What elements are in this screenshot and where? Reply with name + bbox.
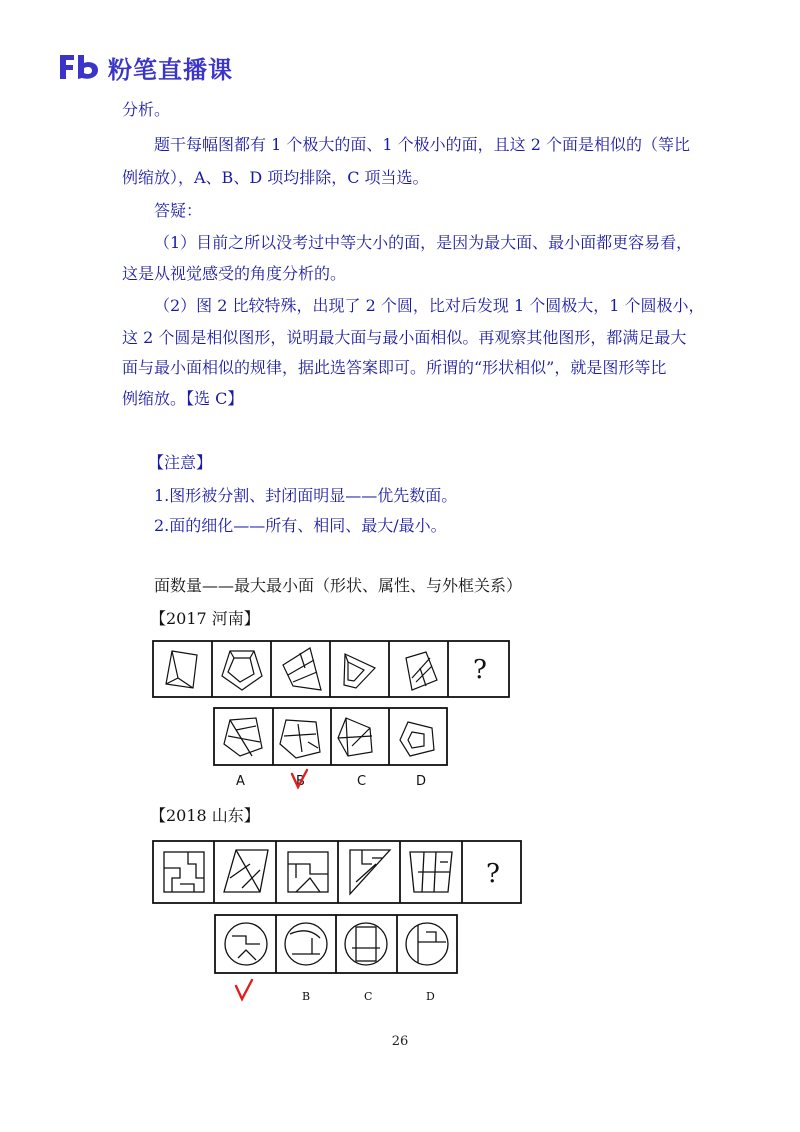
question-2-option-d-label: D [426, 990, 435, 1003]
note-title: 【注意】 [148, 453, 213, 472]
page-number: 26 [391, 1034, 409, 1049]
question-1-options [212, 706, 452, 768]
question-1-option-b-label: B [296, 774, 305, 789]
question-2-question-mark: ? [486, 859, 500, 889]
question-1-figure-row [150, 638, 512, 700]
qa-1-line-1: （1）目前之所以没考过中等大小的面，是因为最大面、最小面都更容易看， [154, 233, 693, 252]
qa-2-line-4: 例缩放。【选 C】 [122, 389, 244, 408]
question-2-options [212, 912, 462, 976]
qa-2-line-1: （2）图 2 比较特殊，出现了 2 个圆，比对后发现 1 个圆极大，1 个圆极小， [154, 296, 705, 315]
section-title: 面数量——最大最小面（形状、属性、与外框关系） [154, 576, 523, 595]
question-1-option-c-label: C [357, 774, 367, 789]
note-item-1: 1.图形被分割、封闭面明显——优先数面。 [154, 486, 458, 505]
qa-heading: 答疑： [154, 201, 203, 220]
analysis-heading: 分析。 [122, 100, 171, 119]
note-item-2: 2.面的细化——所有、相同、最大/最小。 [154, 516, 447, 535]
question-1-option-d-label: D [416, 774, 427, 789]
analysis-para-1-line-1: 题干每幅图都有 1 个极大的面、1 个极小的面，且这 2 个面是相似的（等比 [154, 135, 690, 154]
question-2-option-b-label: B [302, 990, 311, 1003]
qa-2-line-2: 这 2 个圆是相似图形，说明最大面与最小面相似。再观察其他图形，都满足最大 [122, 328, 687, 347]
question-2-label: 【2018 山东】 [150, 806, 260, 825]
brand-name: 粉笔直播课 [108, 55, 233, 84]
qa-1-line-2: 这是从视觉感受的角度分析的。 [122, 264, 347, 283]
fenbi-logo [58, 50, 233, 84]
question-1-question-mark: ? [473, 655, 487, 685]
fenbi-logo-icon [58, 53, 102, 81]
question-1-label: 【2017 河南】 [150, 609, 260, 628]
question-1-option-a-label: A [236, 774, 245, 789]
question-2-option-c-label: C [364, 990, 373, 1003]
question-1-check-mark-icon [290, 768, 310, 790]
question-2-check-mark-icon [234, 978, 256, 1002]
qa-2-line-3: 面与最小面相似的规律，据此选答案即可。所谓的“形状相似”，就是图形等比 [122, 358, 667, 377]
analysis-para-1-line-2: 例缩放），A、B、D 项均排除，C 项当选。 [122, 168, 429, 187]
question-2-figure-row [150, 838, 526, 906]
